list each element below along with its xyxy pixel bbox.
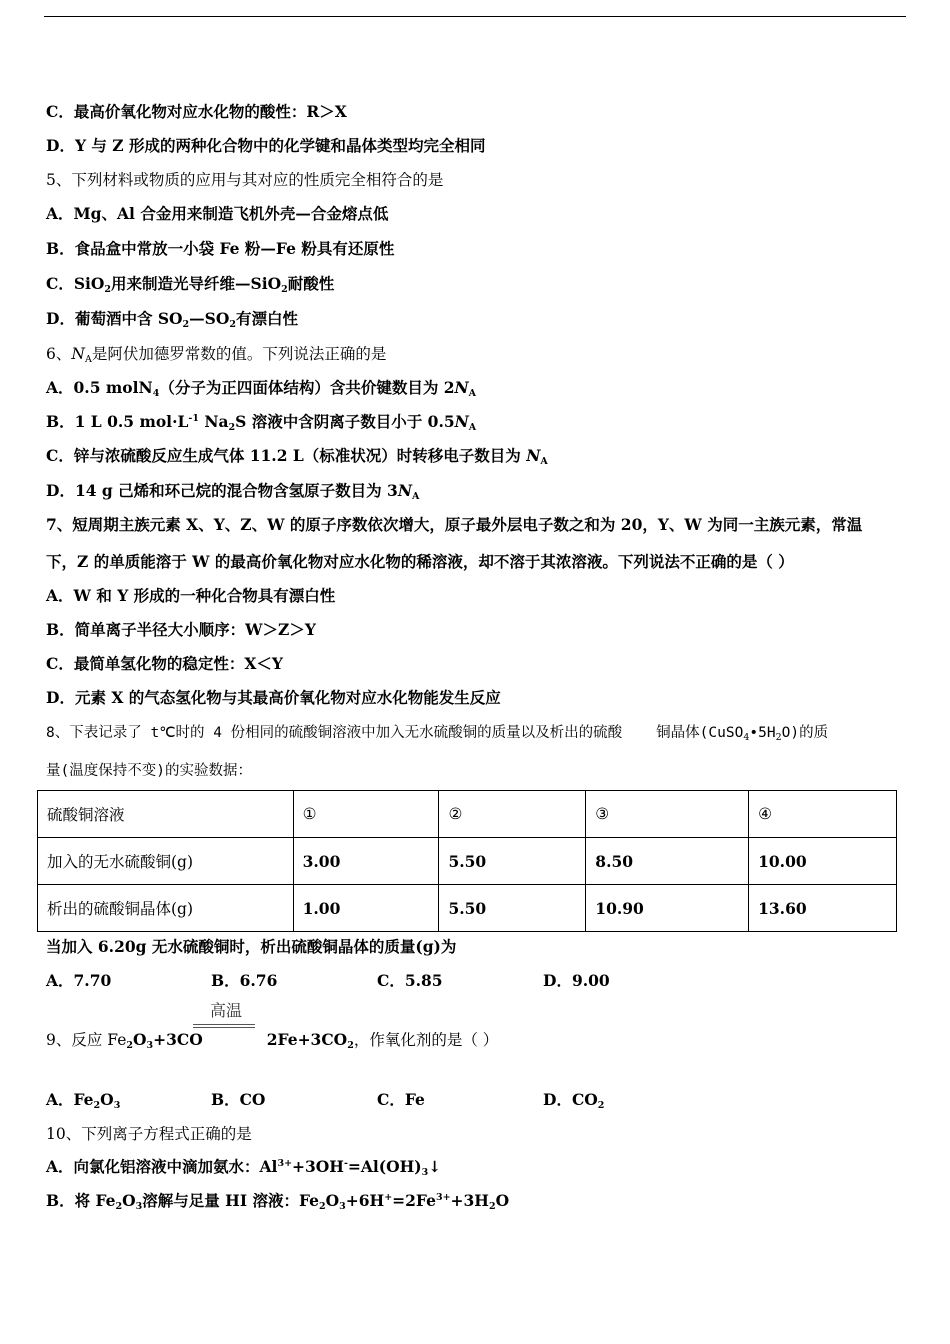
- q5-stem: 5、下列材料或物质的应用与其对应的性质完全相符合的是: [46, 171, 444, 189]
- q6-option-d: D．14 g 己烯和环己烷的混合物含氢原子数目为 $3N_A$: [46, 481, 420, 502]
- q7-stem-line1: 7、短周期主族元素 X、Y、Z、W 的原子序数依次增大，原子最外层电子数之和为 20，Y、W 为同一主族元素，常温: [46, 515, 863, 534]
- q4-option-d: D．Y 与 Z 形成的两种化合物中的化学键和晶体类型均完全相同: [46, 136, 486, 155]
- q5-option-b: B．食品盒中常放一小袋 Fe 粉—Fe 粉具有还原性: [46, 239, 395, 258]
- table-header-cell: ②: [439, 791, 586, 838]
- q7-option-a: A．W 和 Y 形成的一种化合物具有漂白性: [46, 586, 336, 605]
- q6-stem: 6、$N_A$是阿伏加德罗常数的值。下列说法正确的是: [46, 345, 387, 365]
- q7-stem-line2: 下，Z 的单质能溶于 W 的最高价氧化物对应水化物的稀溶液，却不溶于其浓溶液。下列说法不正确的是（ ）: [46, 552, 794, 571]
- q8-stem-line2: 量(温度保持不变)的实验数据：: [46, 763, 252, 779]
- q9-stem: 9、反应 $Fe_2O_3+3CO$ $2Fe+3CO_2$，作氧化剂的是（ ）: [46, 1030, 499, 1051]
- q6-option-a: A．0.5 molN$_4$（分子为正四面体结构）含共价键数目为 $2N_A$: [46, 378, 477, 399]
- table-cell: 5.50: [439, 885, 586, 932]
- table-cell: 5.50: [439, 838, 586, 885]
- q7-option-c: C．最简单氢化物的稳定性：X＜Y: [46, 654, 283, 673]
- q9-option-a: A．$Fe_2O_3$: [46, 1090, 121, 1111]
- q5-option-a: A．Mg、Al 合金用来制造飞机外壳—合金熔点低: [46, 204, 389, 223]
- table-cell: 13.60: [749, 885, 897, 932]
- table-header-cell: ①: [293, 791, 439, 838]
- table-cell: 10.00: [749, 838, 897, 885]
- header-rule: [44, 16, 906, 17]
- data-table: [37, 790, 897, 932]
- q6-option-b: B．1 L 0.5 $mol\cdot L^{-1}$ $Na_2S$ 溶液中含阴离子数目小于 $0.5N_A$: [46, 412, 477, 433]
- table-header-row: [38, 791, 897, 838]
- table-cell: 10.90: [586, 885, 749, 932]
- q10-stem: 10、下列离子方程式正确的是: [46, 1125, 252, 1143]
- q9-option-b: B．CO: [211, 1090, 266, 1109]
- table-row-label: 析出的硫酸铜晶体(g): [38, 885, 294, 932]
- q7-option-d: D．元素 X 的气态氢化物与其最高价氧化物对应水化物能发生反应: [46, 688, 501, 707]
- q8-option-a: A．7.70: [46, 971, 112, 990]
- table-cell: 1.00: [293, 885, 439, 932]
- table-cell: 3.00: [293, 838, 439, 885]
- table-header-cell: 硫酸铜溶液: [38, 791, 294, 838]
- table-header-cell: ④: [749, 791, 897, 838]
- q8-option-b: B．6.76: [211, 971, 278, 990]
- table-row: [38, 885, 897, 932]
- q8-stem-line1: 8、下表记录了 t℃时的 4 份相同的硫酸铜溶液中加入无水硫酸铜的质量以及析出的硫酸 铜晶体$(CuSO_4•5H_2O)$的质: [46, 725, 829, 743]
- q8-question: 当加入 6.20g 无水硫酸铜时，析出硫酸铜晶体的质量(g)为: [46, 937, 457, 956]
- table-row-label: 加入的无水硫酸铜(g): [38, 838, 294, 885]
- table-row: [38, 838, 897, 885]
- q8-option-c: C．5.85: [377, 971, 443, 990]
- q9-option-c: C．Fe: [377, 1090, 425, 1109]
- q8-option-d: D．9.00: [543, 971, 610, 990]
- q5-option-c: C．SiO$_2$用来制造光导纤维—SiO$_2$耐酸性: [46, 274, 335, 295]
- table-header-cell: ③: [586, 791, 749, 838]
- table-cell: 8.50: [586, 838, 749, 885]
- q6-option-c: C．锌与浓硫酸反应生成气体 11.2 L（标准状况）时转移电子数目为 $N_A$: [46, 446, 548, 467]
- q5-option-d: D．葡萄酒中含 $SO_2—SO_2$有漂白性: [46, 309, 299, 330]
- q10-option-b: B．将 $Fe_2O_3$溶解与足量 HI 溶液：$Fe_2O_3+6H^+=2Fe^{3+}+3H_2O$: [46, 1191, 510, 1212]
- q7-option-b: B．简单离子半径大小顺序：W＞Z＞Y: [46, 620, 316, 639]
- reaction-condition-label: 高温: [209, 1001, 242, 1020]
- q10-option-a: A．向氯化铝溶液中滴加氨水：$Al^{3+}+3OH^-=Al(OH)_3↓$: [46, 1157, 442, 1178]
- q9-option-d: D．$CO_2$: [543, 1090, 605, 1111]
- reaction-arrow-line: [193, 1024, 255, 1025]
- reaction-arrow-line: [193, 1027, 255, 1028]
- q4-option-c: C．最高价氧化物对应水化物的酸性：R＞X: [46, 102, 347, 121]
